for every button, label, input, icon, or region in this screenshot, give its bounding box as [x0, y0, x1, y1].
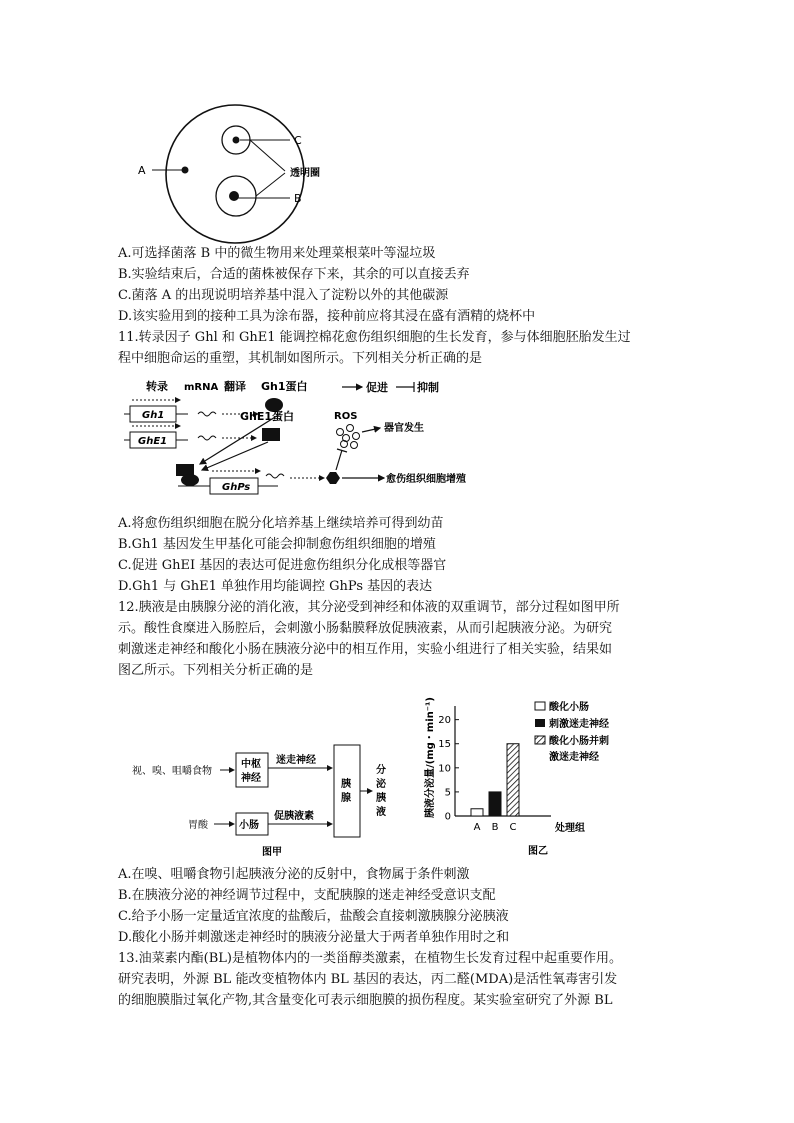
label-b: B	[294, 192, 302, 205]
legend-swatch-b	[535, 719, 545, 727]
y-tick-label: 10	[438, 763, 451, 775]
q13-line-2: 研究表明，外源 BL 能改变植物体内 BL 基因的表达，丙二醛(MDA)是活性氧毒害引发	[118, 972, 618, 987]
q10-option-a: A.可选择菌落 B 中的微生物用来处理菜根菜叶等湿垃圾	[118, 246, 436, 261]
y-tick-label: 0	[444, 811, 451, 823]
q10-option-c: C.菌落 A 的出现说明培养基中混入了淀粉以外的其他碳源	[118, 288, 449, 303]
y-tick-label: 20	[438, 715, 451, 727]
x-tick-label: C	[509, 822, 517, 833]
legend-label-a: 酸化小肠	[549, 702, 589, 713]
legend-label-c-1: 酸化小肠并刺	[549, 736, 609, 747]
label-intestine: 小肠	[239, 820, 259, 831]
q10-option-d: D.该实验用到的接种工具为涂布器，接种前应将其浸在盛有酒精的烧杯中	[118, 309, 536, 324]
q10-option-b: B.实验结束后，合适的菌株被保存下来，其余的可以直接丢弃	[118, 267, 470, 282]
y-tick-label: 15	[438, 739, 451, 751]
q12-option-c: C.给予小肠一定量适宜浓度的盐酸后，盐酸会直接刺激胰腺分泌胰液	[118, 909, 509, 924]
q12-stem-line-2: 示。酸性食糜进入肠腔后，会刺激小肠黏膜释放促胰液素，从而引起胰液分泌。为研究	[118, 621, 613, 636]
label-mrna: mRNA	[184, 382, 219, 393]
label-secretin: 促胰液素	[274, 811, 314, 822]
y-axis-label: 胰液分泌量/(mg・min⁻¹)	[425, 697, 436, 818]
colony-a	[182, 167, 189, 174]
q11-stem-line-1: 11.转录因子 Ghl 和 GhE1 能调控棉花愈伤组织细胞的生长发育，参与体细胞胚胎发生过	[118, 330, 631, 345]
q12-option-b: B.在胰液分泌的神经调节过程中，支配胰腺的迷走神经受意识支配	[118, 888, 496, 903]
petri-dish-figure	[130, 100, 350, 250]
label-gh1-protein: Gh1蛋白	[261, 380, 308, 393]
q12-option-d: D.酸化小肠并刺激迷走神经时的胰液分泌量大于两者单独作用时之和	[118, 930, 510, 945]
q12-stem-line-4: 图乙所示。下列相关分析正确的是	[118, 663, 314, 678]
label-stimulus: 视、嗅、咀嚼食物	[132, 766, 212, 777]
label-center-1: 中枢	[241, 759, 261, 770]
label-secrete-4: 液	[376, 807, 386, 818]
label-clear-zone: 透明圈	[290, 168, 320, 179]
bound-gh1	[181, 474, 199, 486]
label-secrete-1: 分	[376, 765, 386, 776]
bar-a	[471, 809, 483, 816]
label-callus-proliferation: 愈伤组织细胞增殖	[386, 474, 466, 485]
legend-swatch-c	[535, 736, 545, 744]
q12-option-a: A.在嗅、咀嚼食物引起胰液分泌的反射中，食物属于条件刺激	[118, 867, 470, 882]
bar-b	[489, 792, 501, 816]
q13-line-1: 13.油菜素内酯(BL)是植物体内的一类甾醇类激素，在植物生长发育过程中起重要作用。	[118, 951, 623, 966]
q11-option-d: D.Gh1 与 GhE1 单独作用均能调控 GhPs 基因的表达	[118, 579, 433, 594]
label-vagus: 迷走神经	[276, 755, 316, 766]
ros-particles	[337, 425, 360, 449]
legend-label-b: 刺激迷走神经	[549, 719, 609, 730]
box-pancreas	[334, 745, 360, 837]
label-pancreas-2: 腺	[341, 793, 351, 804]
y-tick-label: 5	[444, 787, 451, 799]
legend-promote: 促进	[366, 381, 388, 394]
q11-option-b: B.Gh1 基因发生甲基化可能会抑制愈伤组织细胞的增殖	[118, 537, 436, 552]
label-c: C	[294, 134, 302, 147]
x-tick-label: A	[473, 822, 481, 833]
label-transcription: 转录	[146, 380, 168, 393]
label-translation: 翻译	[224, 380, 246, 393]
label-secrete-2: 泌	[376, 779, 386, 790]
caption-yi: 图乙	[528, 846, 548, 857]
colony-b	[229, 191, 239, 201]
legend-swatch-a	[535, 702, 545, 710]
bar-c	[507, 744, 519, 816]
gene-ghps-label: GhPs	[222, 482, 251, 493]
q11-option-a: A.将愈伤组织细胞在脱分化培养基上继续培养可得到幼苗	[118, 516, 444, 531]
label-ghe1-protein: GhE1蛋白	[240, 410, 295, 423]
label-acid: 胃酸	[188, 820, 208, 831]
fig-jia	[130, 735, 410, 860]
x-axis-label: 处理组	[555, 823, 585, 834]
q11-stem-line-2: 程中细胞命运的重塑，其机制如图所示。下列相关分析正确的是	[118, 351, 483, 366]
label-center-2: 神经	[241, 773, 261, 784]
gene-ghe1-label: GhE1	[138, 436, 168, 447]
x-tick-label: B	[491, 822, 499, 833]
gene-gh1-label: Gh1	[142, 410, 165, 421]
label-secrete-3: 胰	[376, 793, 386, 804]
label-organogenesis: 器官发生	[384, 423, 424, 434]
label-pancreas-1: 胰	[341, 779, 351, 790]
q12-stem-line-3: 刺激迷走神经和酸化小肠在胰液分泌中的相互作用，实验小组进行了相关实验，结果如	[118, 642, 613, 657]
q13-line-3: 的细胞膜脂过氧化产物,其含量变化可表示细胞膜的损伤程度。某实验室研究了外源 BL	[118, 993, 613, 1008]
fig-yi-chart	[405, 688, 665, 860]
label-a: A	[138, 164, 146, 177]
label-ros: ROS	[334, 411, 358, 422]
q11-option-c: C.促进 GhEI 基因的表达可促进愈伤组织分化成根等器官	[118, 558, 447, 573]
q11-mechanism-figure	[118, 376, 466, 500]
legend-label-c-2: 激迷走神经	[549, 752, 599, 763]
legend-inhibit: 抑制	[417, 381, 439, 394]
colony-c	[233, 137, 240, 144]
ghe1-protein-shape	[262, 428, 280, 441]
caption-jia: 图甲	[262, 847, 282, 858]
ghps-protein-shape	[326, 472, 340, 484]
q12-stem-line-1: 12.胰液是由胰腺分泌的消化液，其分泌受到神经和体液的双重调节，部分过程如图甲所	[118, 600, 620, 615]
